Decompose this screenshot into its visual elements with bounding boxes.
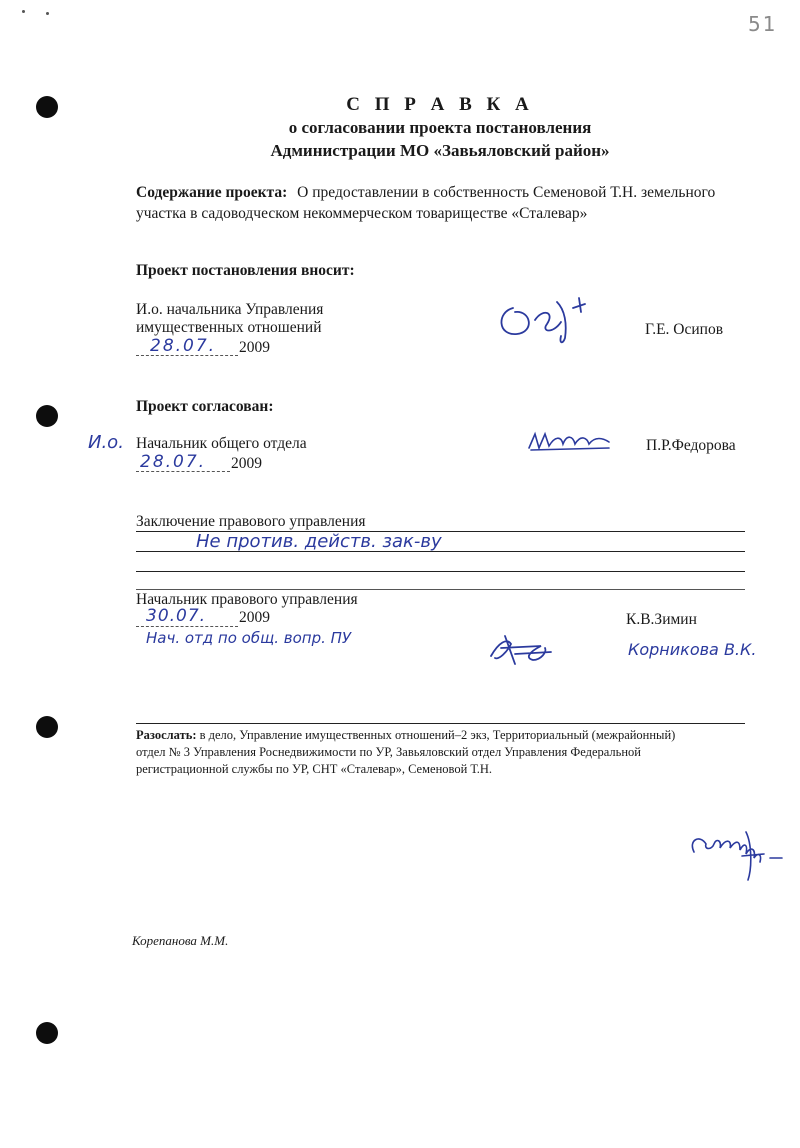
submitter-signature (495, 290, 605, 350)
approval-year: 2009 (231, 455, 262, 472)
date-underline (136, 355, 238, 356)
scan-speckle (22, 10, 25, 13)
submitter-position-line2: имущественных отношений (136, 319, 322, 336)
binder-hole (36, 716, 58, 738)
submitter-year: 2009 (239, 339, 270, 356)
distribution-text-line1: в дело, Управление имущественных отношений–2 экз, Территориальный (межрайонный) (199, 728, 676, 742)
distribution-rule (136, 723, 745, 724)
legal-conclusion-handwritten: Не против. действ. зак-ву (196, 531, 442, 552)
submitter-name: Г.Е. Осипов (645, 321, 724, 338)
binder-hole (36, 405, 58, 427)
legal-position-handwritten: Нач. отд по общ. вопр. ПУ (146, 629, 352, 647)
conclusion-line (136, 551, 745, 552)
approval-prefix-handwritten: И.о. (88, 432, 124, 453)
project-content-label: Содержание проекта: (136, 184, 288, 201)
date-underline (136, 471, 230, 472)
distribution-text-line2: отдел № 3 Управления Роснедвижимости по УР, Завьяловский отдел Управления Федеральной (136, 745, 641, 759)
distribution-line1 (136, 727, 745, 744)
document-title: С П Р А В К А (346, 94, 534, 115)
page-number: 51 (748, 12, 778, 36)
conclusion-line (136, 571, 745, 572)
legal-chief-position: Начальник правового управления (136, 591, 358, 608)
binder-hole (36, 1022, 58, 1044)
document-subtitle: о согласовании проекта постановления (288, 118, 592, 137)
distribution-text-line3: регистрационной службы по УР, СНТ «Сталевар», Семеновой Т.Н. (136, 762, 493, 776)
legal-name-handwritten: Корникова В.К. (628, 640, 757, 659)
distribution-label: Разослать: (136, 728, 197, 742)
registrar-signature (686, 826, 786, 886)
legal-year: 2009 (239, 609, 270, 626)
legal-signature (485, 630, 555, 670)
submitter-date-handwritten: 28.07. (150, 336, 217, 356)
approval-signature (525, 428, 615, 458)
approval-date-handwritten: 28.07. (140, 452, 207, 472)
legal-chief-name: К.В.Зимин (626, 611, 697, 628)
legal-heading: Заключение правового управления (136, 513, 366, 530)
project-content-line1: О предоставлении в собственность Семеновой Т.Н. земельного (297, 184, 716, 201)
project-content (136, 183, 715, 203)
document-subtitle-organization: Администрации МО «Завьяловский район» (270, 141, 610, 160)
executor-name: Корепанова М.М. (132, 933, 229, 948)
project-content-line2: участка в садоводческом некоммерческом товариществе «Сталевар» (136, 205, 588, 222)
approval-position: Начальник общего отдела (136, 435, 307, 452)
approval-name: П.Р.Федорова (646, 437, 736, 454)
date-underline (136, 626, 238, 627)
scan-speckle (46, 12, 49, 15)
legal-date-handwritten: 30.07. (146, 606, 207, 626)
approval-heading: Проект согласован: (136, 398, 274, 415)
submitter-position: И.о. начальника Управления (136, 301, 324, 318)
submitter-heading: Проект постановления вносит: (136, 262, 355, 279)
